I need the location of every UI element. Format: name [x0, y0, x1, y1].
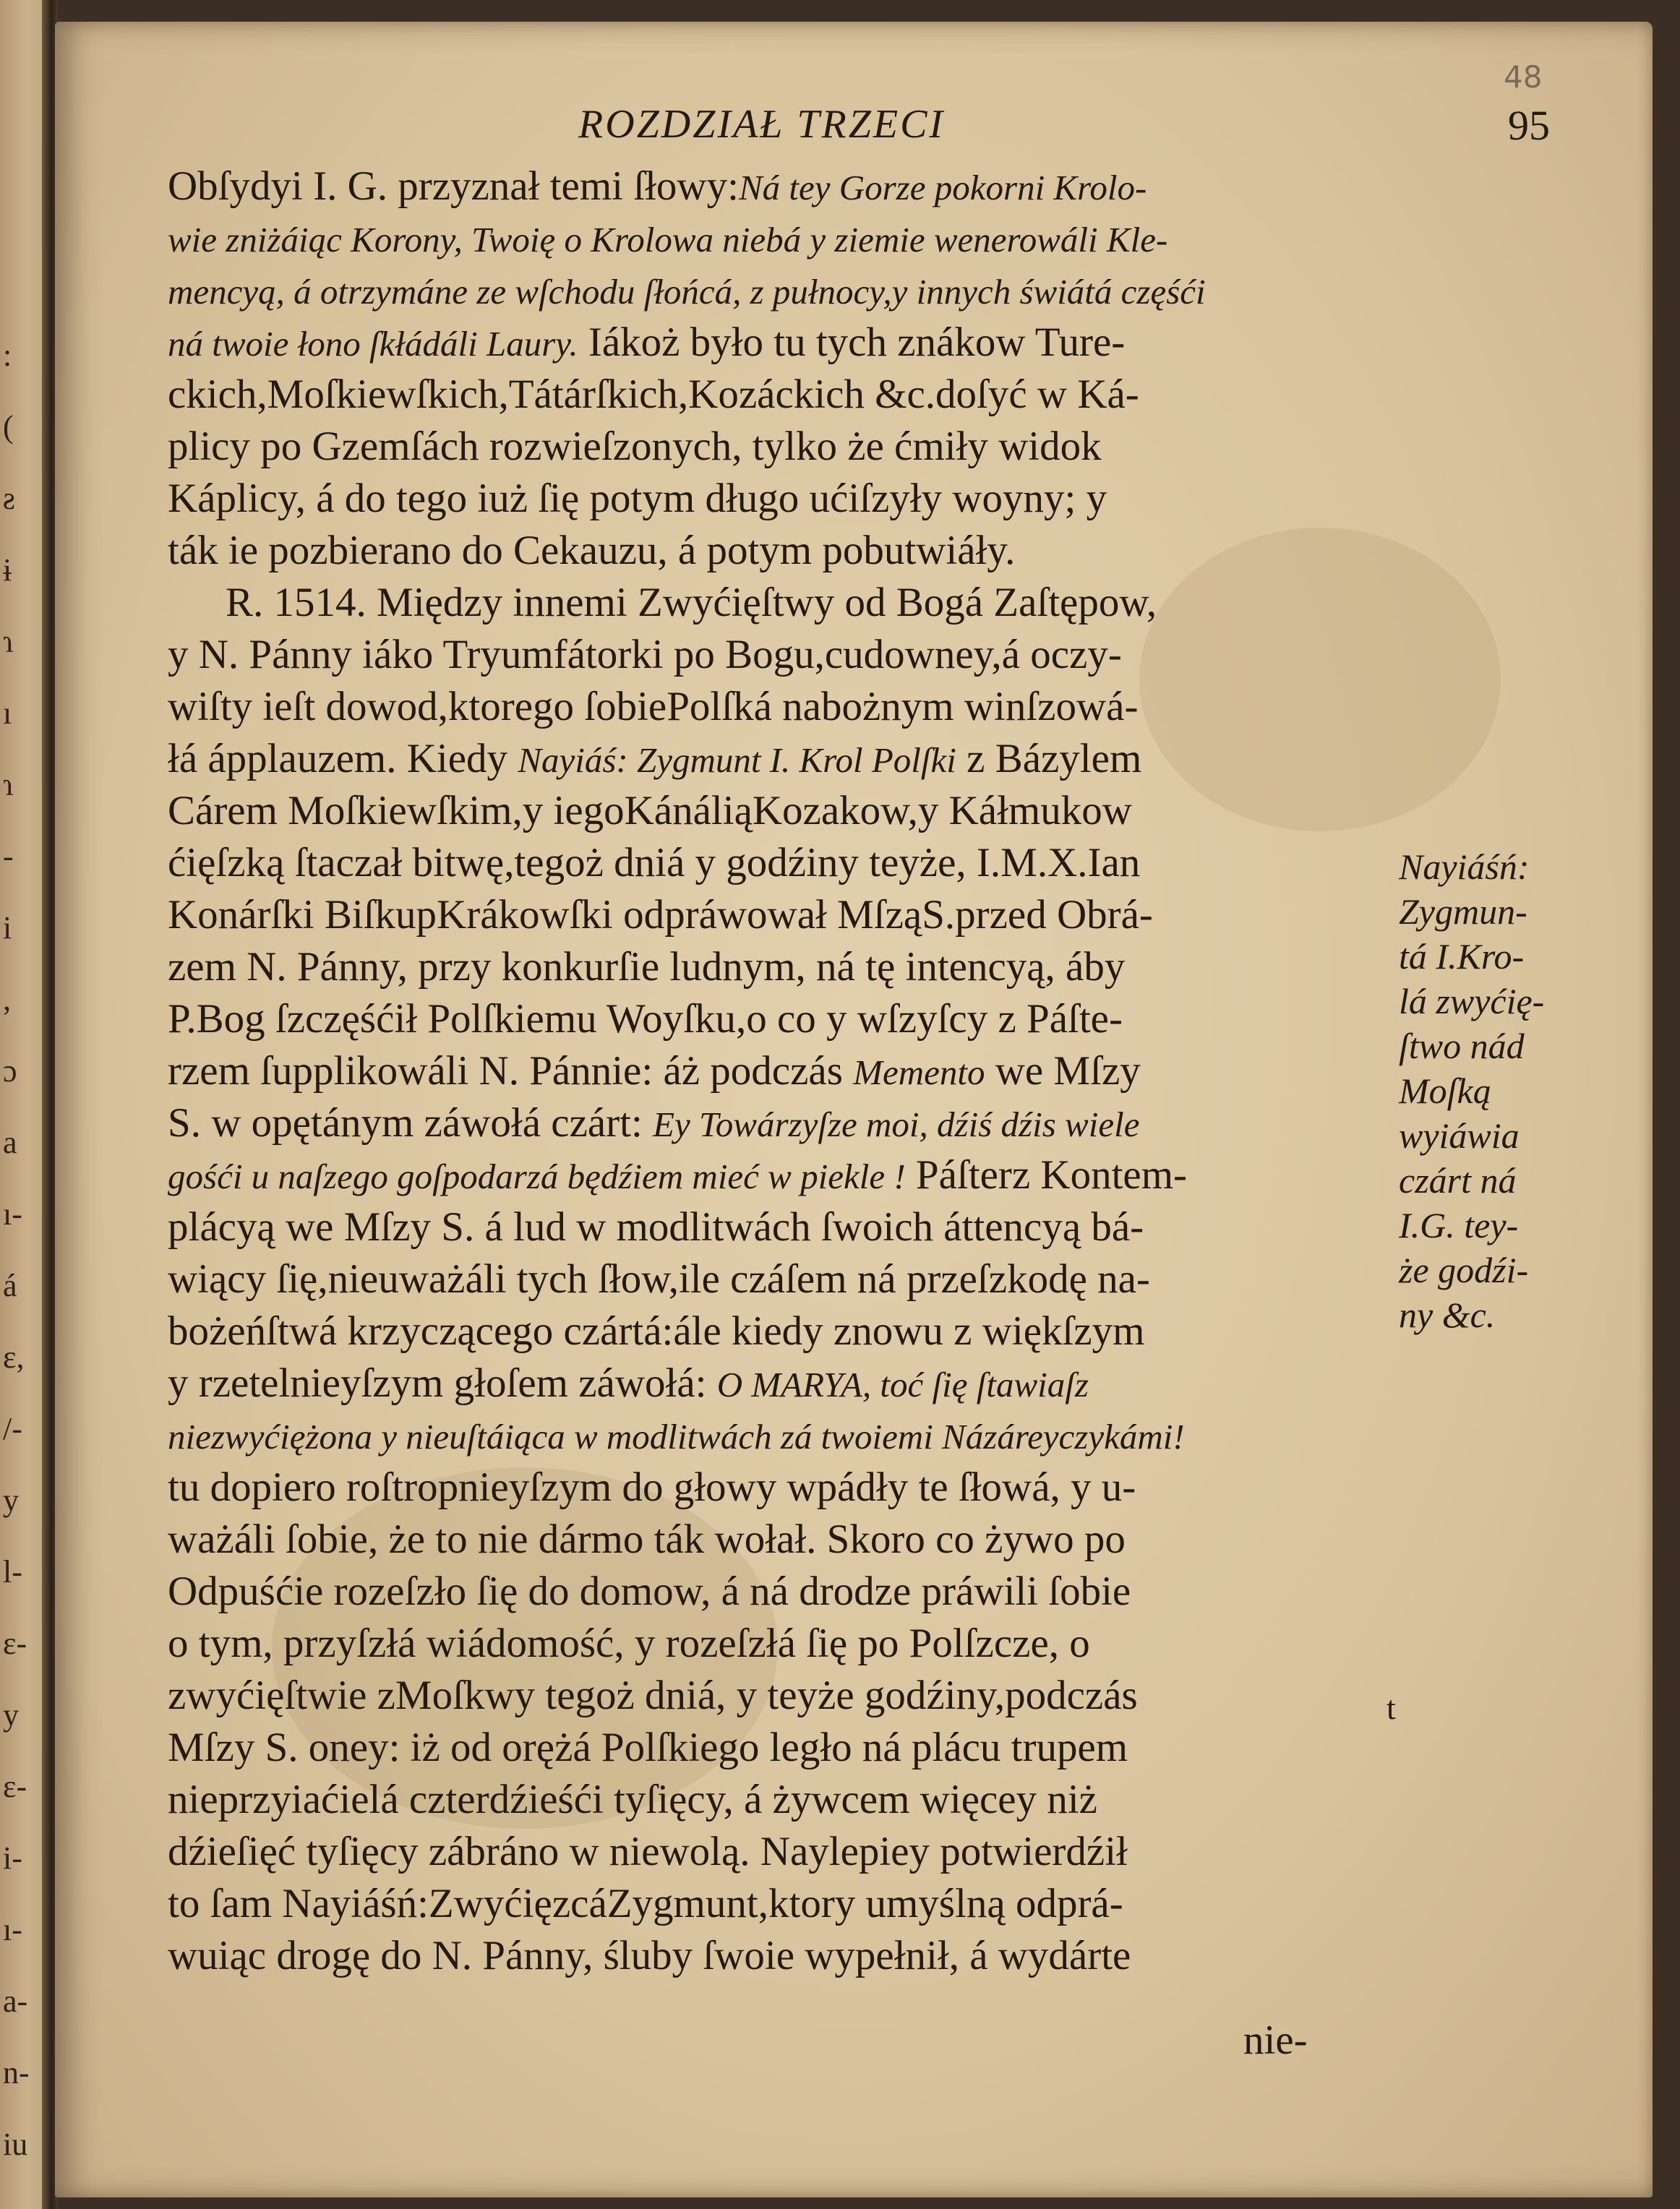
- facing-page-fragment: i: [3, 910, 12, 945]
- margin-note-line: Moſką: [1399, 1071, 1491, 1111]
- facing-page-fragment: (: [3, 409, 14, 445]
- text-segment: ćięſzką ſtaczał bitwę,tegoż dniá y godźiny teyże, I.M.X.Ian: [168, 840, 1141, 885]
- text-line: [168, 1930, 1389, 1982]
- facing-page-fragment: ɿ: [3, 767, 14, 802]
- text-segment: ckich,Moſkiewſkich,Tátárſkich,Kozáckich &c.doſyć w Ká-: [168, 372, 1139, 417]
- text-line: [168, 577, 1389, 629]
- text-line: [168, 941, 1389, 993]
- facing-page-fragment: a-: [3, 1983, 28, 2019]
- text-line: [168, 1722, 1389, 1774]
- text-line: [168, 1305, 1389, 1357]
- text-line: [168, 681, 1389, 733]
- margin-note-line: tá I.Kro-: [1399, 936, 1525, 977]
- marginal-mark: t: [1387, 1689, 1396, 1726]
- facing-page-fragment: y: [3, 1483, 19, 1518]
- text-line: [168, 1357, 1389, 1410]
- text-segment: Káplicy, á do tego iuż ſię potym długo ućiſzyły woyny; y: [168, 476, 1107, 521]
- italic-text-segment: Memento: [853, 1052, 985, 1092]
- italic-text-segment: mencyą, á otrzymáne ze wſchodu ſłońcá, z pułnocy,y innych świátá częśći: [168, 272, 1206, 312]
- margin-note-line: ſtwo nád: [1399, 1026, 1525, 1066]
- margin-note-line: wyiáwia: [1399, 1115, 1520, 1156]
- text-line: [168, 1774, 1389, 1826]
- text-line: [168, 1149, 1389, 1201]
- text-segment: R. 1514. Między innemi Zwyćięſtwy od Bogá Zaſtępow,: [226, 580, 1157, 625]
- text-segment: bożeńſtwá krzyczącego czártá:ále kiedy znowu z więkſzym: [168, 1308, 1145, 1354]
- text-segment: Páſterz Kontem-: [905, 1152, 1188, 1198]
- facing-page-fragment: a: [3, 1125, 17, 1160]
- margin-note-line: Nayiáśń:: [1399, 846, 1530, 887]
- text-segment: to ſam Nayiáśń:ZwyćięzcáZygmunt,ktory umyślną odprá-: [168, 1881, 1123, 1926]
- facing-page-fragment: l-: [3, 1554, 22, 1590]
- italic-text-segment: Nayiáś: Zygmunt I. Krol Polſki: [518, 740, 956, 780]
- text-line: [168, 160, 1389, 213]
- text-line: [168, 1878, 1389, 1930]
- text-segment: y N. Pánny iáko Tryumfátorki po Bogu,cudowney,á oczy-: [168, 632, 1122, 677]
- text-line: [168, 473, 1389, 525]
- text-line: [168, 1670, 1389, 1722]
- facing-page-fragment: ɔ: [3, 1053, 17, 1089]
- text-segment: tu dopiero roſtropnieyſzym do głowy wpádły te ſłowá, y u-: [168, 1464, 1136, 1510]
- text-segment: zwyćięſtwie zMoſkwy tegoż dniá, y teyże godźiny,podczás: [168, 1673, 1138, 1718]
- text-segment: wiący ſię,nieuważáli tych ſłow,ile czáſem ná przeſzkodę na-: [168, 1256, 1150, 1302]
- text-line: [168, 369, 1389, 421]
- text-line: [168, 525, 1389, 577]
- facing-page-fragment: /-: [3, 1411, 22, 1446]
- text-line: [168, 421, 1389, 473]
- italic-text-segment: Ná tey Gorze pokorni Krolo-: [738, 168, 1147, 207]
- text-line: [168, 213, 1389, 265]
- text-line: [168, 1566, 1389, 1618]
- facing-page-fragment: i-: [3, 1840, 22, 1876]
- catchword: nie-: [1243, 2017, 1308, 2063]
- text-segment: Iákoż było tu tych znákow Ture-: [578, 319, 1126, 365]
- text-segment: y rzetelnieyſzym głoſem záwołá:: [168, 1360, 717, 1406]
- text-segment: we Mſzy: [985, 1048, 1141, 1094]
- facing-page-fragment: ɛ,: [3, 1339, 25, 1375]
- text-line: [168, 317, 1389, 369]
- margin-note-line: lá zwyćię-: [1399, 981, 1545, 1021]
- text-line: [168, 993, 1389, 1045]
- margin-note-line: czárt ná: [1399, 1160, 1517, 1201]
- margin-note-line: I.G. tey-: [1399, 1205, 1519, 1245]
- facing-page-fragment: ɛ-: [3, 1769, 27, 1804]
- facing-page-fragment: y: [3, 1697, 19, 1733]
- text-segment: Odpuśćie rozeſzło ſię do domow, á ná drodze práwili ſobie: [168, 1569, 1131, 1614]
- facing-page-fragment: ɛ-: [3, 1626, 27, 1661]
- facing-page-fragment: n-: [3, 2055, 30, 2090]
- text-line: [168, 1201, 1389, 1253]
- text-line: [168, 785, 1389, 837]
- text-segment: Obſydyi I. G. przyznał temi ſłowy:: [168, 163, 739, 209]
- text-segment: z Bázylem: [956, 736, 1142, 781]
- text-segment: ważáli ſobie, że to nie dármo ták wołał. Skoro co żywo po: [168, 1517, 1126, 1562]
- text-line: [168, 1462, 1389, 1514]
- facing-page-fragment: -: [3, 838, 14, 874]
- text-segment: S. w opętánym záwołá czárt:: [168, 1100, 653, 1146]
- text-line: [168, 1826, 1389, 1878]
- text-segment: Cárem Moſkiewſkim,y iegoKánáliąKozakow,y Káłmukow: [168, 788, 1132, 833]
- margin-note-line: ny &c.: [1399, 1295, 1496, 1335]
- margin-note-line: że godźi-: [1399, 1250, 1529, 1290]
- text-segment: Konárſki BiſkupKrákowſki odpráwował MſząS.przed Obrá-: [168, 892, 1153, 938]
- facing-page-fragment: ƨ: [3, 481, 16, 516]
- text-line: [168, 629, 1389, 681]
- text-line: [168, 1410, 1389, 1462]
- facing-page-fragment: ɿ: [3, 624, 14, 659]
- text-line: [168, 1618, 1389, 1670]
- text-segment: plicy po Gzemſách rozwieſzonych, tylko że ćmiły widok: [168, 424, 1102, 469]
- facing-page-fragment: ı-: [3, 1912, 22, 1947]
- text-line: [168, 1097, 1389, 1149]
- handwritten-folio-number: 48: [1504, 59, 1543, 95]
- margin-note-line: Zygmun-: [1399, 891, 1527, 932]
- facing-page-fragment: :: [3, 338, 12, 373]
- margin-note: [1399, 844, 1587, 1337]
- facing-page-fragment: ı: [3, 695, 12, 731]
- facing-page-fragment: iu: [3, 2127, 28, 2162]
- text-segment: o tym, przyſzłá wiádomość, y rozeſzłá ſię po Polſzcze, o: [168, 1621, 1090, 1666]
- text-segment: ták ie pozbierano do Cekauzu, á potym pobutwiáły.: [168, 528, 1016, 573]
- text-segment: dźieſięć tyſięcy zábráno w niewolą. Naylepiey potwierdźił: [168, 1829, 1128, 1874]
- italic-text-segment: ná twoie łono ſkłádáli Laury.: [168, 324, 578, 364]
- text-segment: łá ápplauzem. Kiedy: [168, 736, 518, 781]
- text-line: [168, 265, 1389, 317]
- italic-text-segment: niezwyćiężona y nieuſtáiąca w modlitwách zá twoiemi Názáreyczykámi!: [168, 1417, 1185, 1457]
- text-segment: wuiąc drogę do N. Pánny, śluby ſwoie wypełnił, á wydárte: [168, 1933, 1131, 1978]
- text-segment: wiſty ieſt dowod,ktorego ſobiePolſká nabożnym winſzowá-: [168, 684, 1139, 729]
- text-segment: P.Bog ſzczęśćił Polſkiemu Woyſku,o co y wſzyſcy z Páſte-: [168, 996, 1123, 1042]
- text-line: [168, 837, 1389, 889]
- facing-page-fragment: ɨ: [3, 552, 12, 588]
- body-text: [168, 160, 1389, 1982]
- italic-text-segment: wie zniżáiąc Korony, Twoię o Krolowa niebá y ziemie wenerowáli Kle-: [168, 220, 1168, 259]
- italic-text-segment: O MARYA, toć ſię ſtawiaſz: [716, 1365, 1089, 1404]
- text-line: [168, 1045, 1389, 1097]
- italic-text-segment: Ey Towárzyſze moi, dźiś dźis wiele: [653, 1104, 1140, 1144]
- text-line: [168, 733, 1389, 785]
- facing-page-fragment: á: [3, 1268, 17, 1303]
- text-segment: plácyą we Mſzy S. á lud w modlitwách ſwoich áttencyą bá-: [168, 1204, 1144, 1250]
- text-segment: zem N. Pánny, przy konkurſie ludnym, ná tę intencyą, áby: [168, 944, 1126, 990]
- text-segment: nieprzyiaćielá czterdźieśći tyſięcy, á żywcem więcey niż: [168, 1777, 1097, 1822]
- facing-page-fragment: ,: [3, 982, 11, 1017]
- text-line: [168, 1253, 1389, 1305]
- facing-page-fragment: ı-: [3, 1196, 22, 1232]
- text-segment: Mſzy S. oney: iż od orężá Polſkiego legło ná plácu trupem: [168, 1725, 1128, 1770]
- page-number: 95: [1508, 102, 1550, 149]
- running-header: ROZDZIAŁ TRZECI: [578, 102, 946, 147]
- italic-text-segment: gośći u naſzego goſpodarzá będźiem mieć w piekle !: [168, 1157, 906, 1196]
- text-segment: rzem ſupplikowáli N. Pánnie: áż podczás: [168, 1048, 854, 1094]
- text-line: [168, 889, 1389, 941]
- text-line: [168, 1514, 1389, 1566]
